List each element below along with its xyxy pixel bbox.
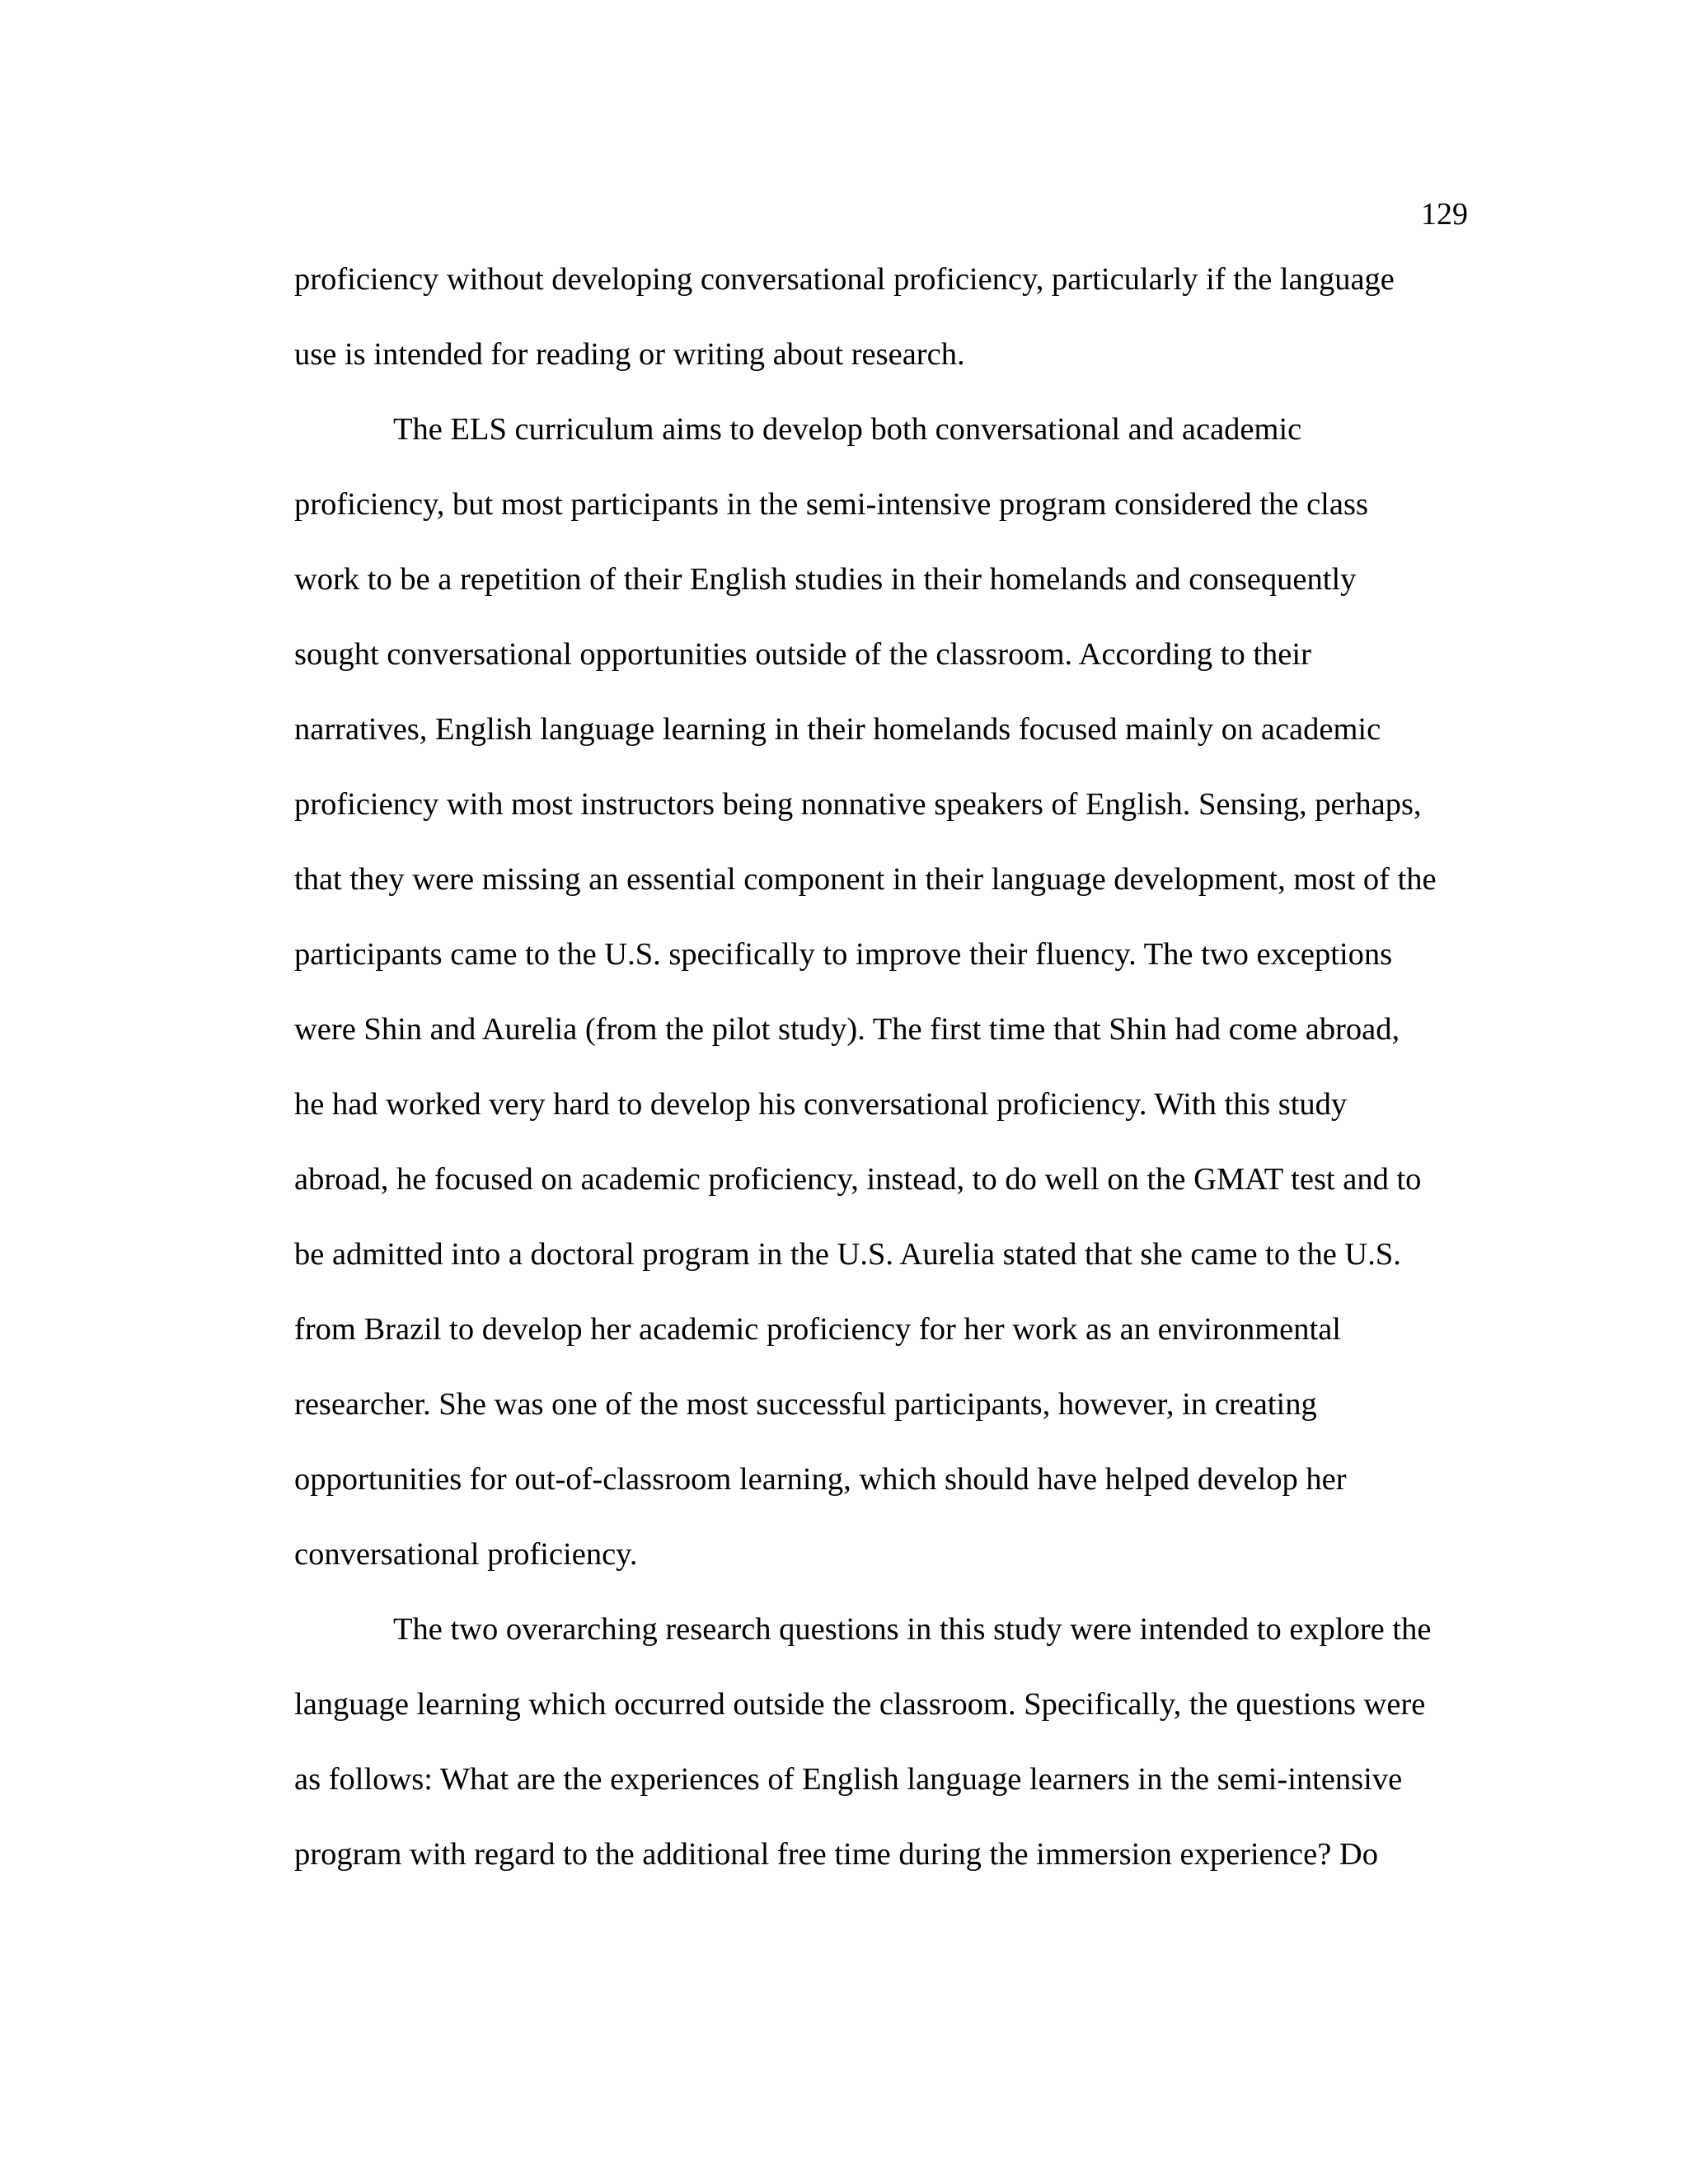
text-line-7: narratives, English language learning in their homelands focused mainly on academic [294, 712, 1381, 747]
text-line-21: as follows: What are the experiences of English language learners in the semi-intensive [294, 1762, 1403, 1797]
text-line-20: language learning which occurred outside the classroom. Specifically, the questions were [294, 1687, 1426, 1722]
text-line-10: participants came to the U.S. specifically to improve their fluency. The two exceptions [294, 937, 1393, 972]
text-line-17: opportunities for out-of-classroom learning, which should have helped develop her [294, 1462, 1347, 1497]
text-line-19: The two overarching research questions in this study were intended to explore the [393, 1612, 1432, 1647]
text-line-16: researcher. She was one of the most successful participants, however, in creating [294, 1387, 1317, 1422]
text-line-1: proficiency without developing conversational proficiency, particularly if the language [294, 262, 1395, 297]
text-line-11: were Shin and Aurelia (from the pilot study). The first time that Shin had come abroad, [294, 1012, 1400, 1047]
text-line-4: proficiency, but most participants in the semi-intensive program considered the class [294, 487, 1368, 522]
text-line-3: The ELS curriculum aims to develop both conversational and academic [393, 412, 1302, 447]
text-line-18: conversational proficiency. [294, 1537, 638, 1572]
page-number: 129 [1421, 197, 1468, 232]
text-line-22: program with regard to the additional free time during the immersion experience? Do [294, 1837, 1378, 1872]
text-line-15: from Brazil to develop her academic proficiency for her work as an environmental [294, 1312, 1341, 1347]
text-line-9: that they were missing an essential component in their language development, most of the [294, 862, 1437, 897]
text-line-8: proficiency with most instructors being nonnative speakers of English. Sensing, perhaps, [294, 787, 1422, 822]
text-line-2: use is intended for reading or writing about research. [294, 337, 965, 372]
text-line-12: he had worked very hard to develop his conversational proficiency. With this study [294, 1087, 1348, 1122]
text-line-14: be admitted into a doctoral program in the U.S. Aurelia stated that she came to the U.S. [294, 1237, 1401, 1272]
text-line-6: sought conversational opportunities outside of the classroom. According to their [294, 637, 1311, 672]
text-line-5: work to be a repetition of their English studies in their homelands and consequently [294, 562, 1357, 597]
text-line-13: abroad, he focused on academic proficiency, instead, to do well on the GMAT test and to [294, 1162, 1422, 1197]
